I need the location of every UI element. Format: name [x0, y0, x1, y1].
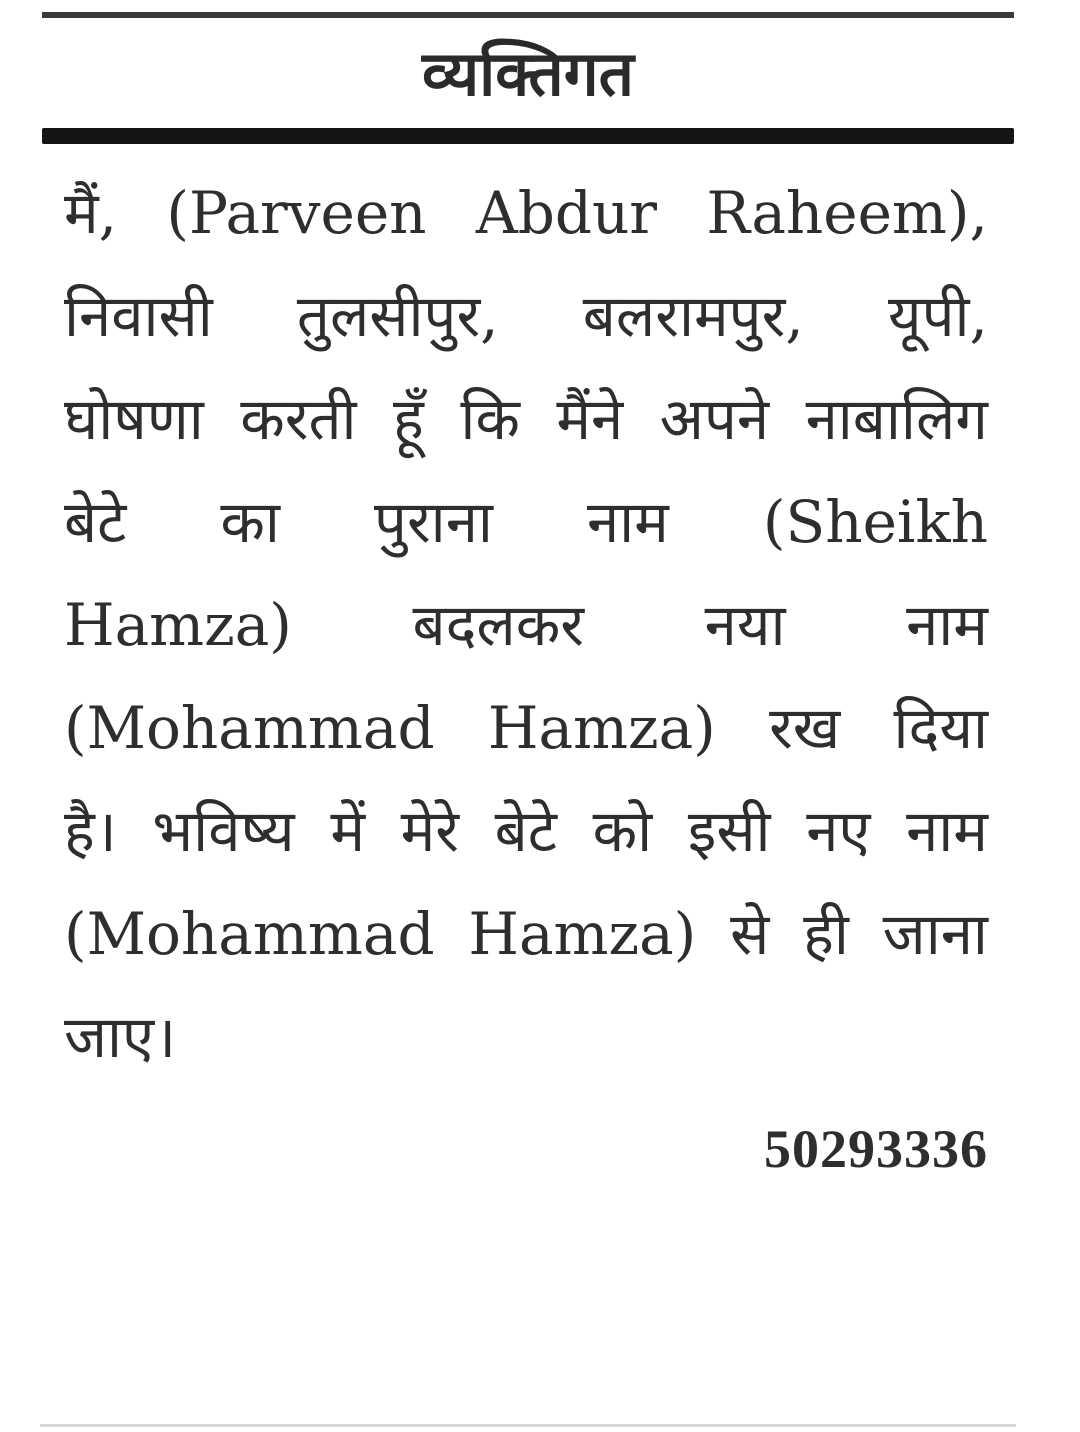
- notice-word: करती: [240, 385, 357, 453]
- notice-word: (Mohammad: [64, 900, 435, 968]
- notice-word: Abdur: [475, 179, 658, 247]
- notice-word: Hamza): [487, 694, 716, 762]
- notice-line: [64, 780, 988, 883]
- notice-word: बेटे: [494, 797, 558, 865]
- notice-word: बदलकर: [412, 591, 585, 659]
- notice-word: नाम: [906, 797, 988, 865]
- notice-word: Hamza): [64, 591, 292, 659]
- notice-word: ही: [803, 900, 849, 968]
- reference-number: 50293336: [764, 1119, 988, 1179]
- notice-word: जाना: [882, 900, 988, 968]
- notice-line: [64, 986, 988, 1089]
- notice-line: [64, 471, 988, 574]
- section-heading: व्यक्तिगत: [421, 37, 635, 110]
- notice-word: को: [592, 797, 653, 865]
- notice-word: में: [330, 797, 365, 865]
- notice-word: नाबालिग: [805, 385, 988, 453]
- notice-word: का: [220, 488, 280, 556]
- notice-body: [64, 162, 988, 1089]
- notice-word: नाम: [906, 591, 988, 659]
- notice-line: [64, 368, 988, 471]
- notice-word: (Mohammad: [64, 694, 435, 762]
- notice-word: अपने: [659, 385, 770, 453]
- notice-word: Hamza): [468, 900, 697, 968]
- notice-word: पुराना: [374, 488, 493, 556]
- notice-word: Raheem),: [706, 179, 988, 247]
- notice-word: (Sheikh: [762, 488, 988, 556]
- notice-word: रख: [769, 694, 841, 762]
- notice-word: मैंने: [556, 385, 624, 453]
- notice-word: घोषणा: [64, 385, 204, 453]
- notice-word: है।: [64, 797, 117, 865]
- notice-word: नया: [704, 591, 786, 659]
- notice-word: तुलसीपुर,: [296, 282, 499, 350]
- notice-word: बेटे: [64, 488, 127, 556]
- notice-word: नए: [806, 797, 871, 865]
- notice-word: मैं,: [64, 179, 118, 247]
- notice-word: हूँ: [393, 385, 424, 453]
- notice-word: यूपी,: [887, 282, 988, 350]
- footer-rule: [40, 1424, 1016, 1427]
- heading-rule: [42, 128, 1014, 144]
- notice-word: दिया: [893, 694, 988, 762]
- notice-word: नाम: [586, 488, 669, 556]
- notice-line: [64, 162, 988, 265]
- notice-word: इसी: [687, 797, 771, 865]
- notice-word: निवासी: [64, 282, 213, 350]
- notice-line: [64, 265, 988, 368]
- notice-line: [64, 883, 988, 986]
- notice-word: से: [730, 900, 770, 968]
- notice-word: बलरामपुर,: [582, 282, 804, 350]
- notice-word: कि: [460, 385, 520, 453]
- notice-word: (Parveen: [166, 179, 427, 247]
- notice-word: मेरे: [400, 797, 460, 865]
- notice-line: [64, 574, 988, 677]
- notice-word: भविष्य: [152, 797, 295, 865]
- notice-word: जाए।: [64, 1003, 177, 1071]
- notice-line: [64, 677, 988, 780]
- top-rule: [42, 12, 1014, 18]
